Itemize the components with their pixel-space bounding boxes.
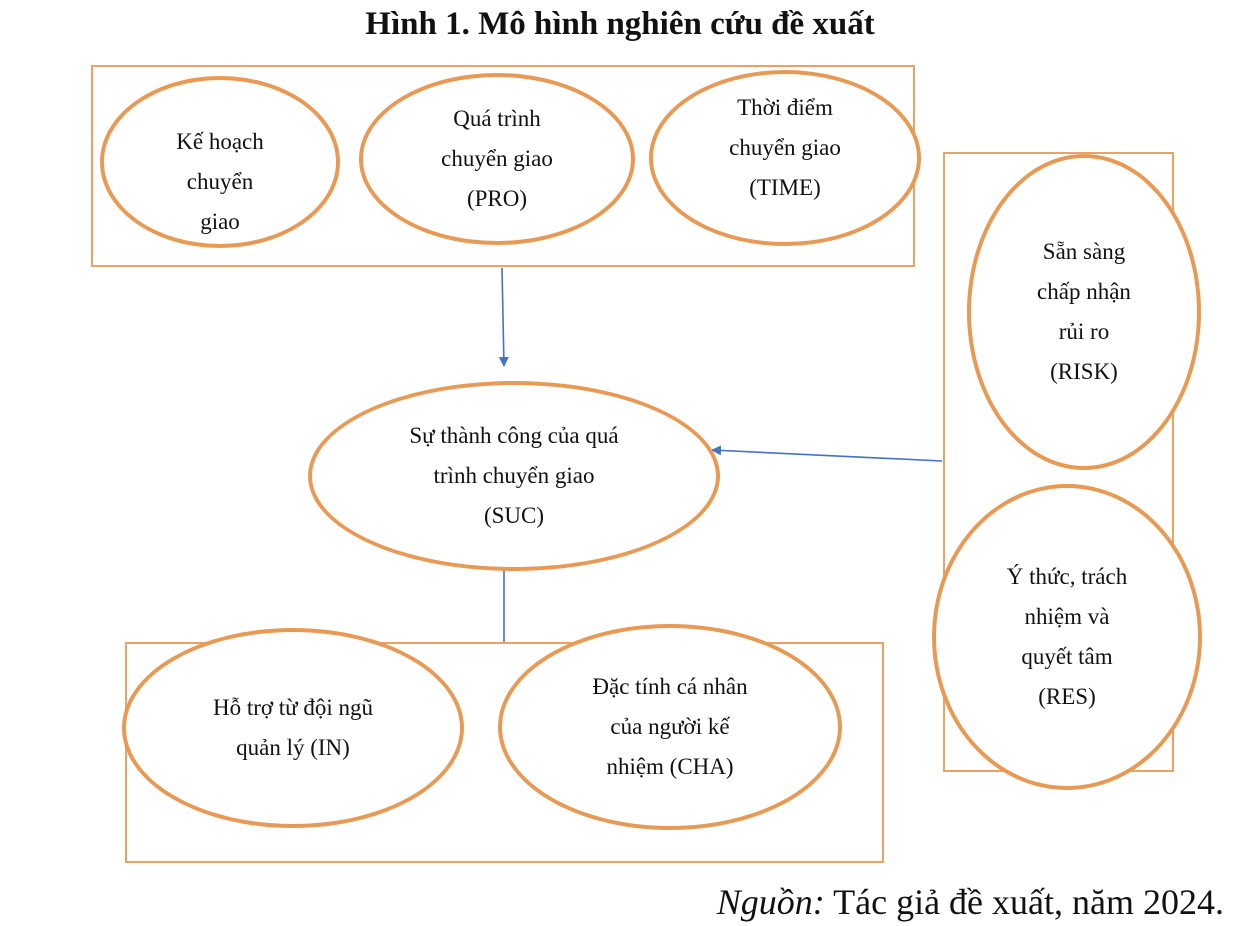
node-cha-line-2: của người kế — [610, 714, 730, 739]
node-cha — [498, 624, 842, 830]
node-cha-line-1: Đặc tính cá nhân — [592, 674, 748, 699]
node-pro — [359, 73, 635, 245]
node-time-line-3: (TIME) — [749, 175, 821, 200]
node-res-line-1: Ý thức, trách — [1006, 564, 1128, 589]
node-res-line-3: quyết tâm — [1021, 644, 1113, 669]
node-risk-line-2: chấp nhận — [1037, 279, 1131, 304]
node-cha-line-3: nhiệm (CHA) — [606, 754, 734, 779]
node-time — [649, 70, 921, 246]
node-plan-line-1: Kế hoạch — [176, 129, 264, 154]
node-risk-line-3: rủi ro — [1058, 319, 1110, 344]
edge-top-to-suc — [502, 268, 504, 366]
node-res-line-2: nhiệm và — [1024, 604, 1110, 629]
node-pro-line-3: (PRO) — [466, 186, 528, 211]
node-plan-line-3: giao — [200, 209, 240, 234]
node-in-line-2: quản lý (IN) — [236, 735, 350, 760]
node-in — [122, 628, 464, 828]
node-pro-line-1: Quá trình — [453, 106, 541, 131]
node-risk-line-4: (RISK) — [1050, 359, 1118, 384]
node-suc-line-3: (SUC) — [483, 503, 545, 528]
node-suc — [308, 381, 720, 571]
node-plan — [100, 76, 340, 248]
node-pro-line-2: chuyển giao — [441, 146, 553, 171]
node-in-line-1: Hỗ trợ từ đội ngũ — [212, 695, 374, 720]
node-time-line-2: chuyển giao — [729, 135, 841, 160]
source-prefix: Nguồn: — [716, 882, 825, 922]
figure-source — [717, 880, 1224, 924]
node-suc-line-2: trình chuyển giao — [433, 463, 595, 488]
node-res-line-4: (RES) — [1038, 684, 1096, 709]
figure-title: Hình 1. Mô hình nghiên cứu đề xuất — [365, 6, 875, 42]
node-time-line-1: Thời điểm — [737, 95, 833, 120]
source-text: Tác giả đề xuất, năm 2024. — [824, 882, 1224, 922]
edge-right-to-suc — [712, 450, 942, 461]
node-risk-line-1: Sẵn sàng — [1042, 239, 1126, 264]
node-plan-line-2: chuyển — [186, 169, 254, 194]
node-res — [932, 484, 1202, 790]
node-suc-line-1: Sự thành công của quá — [409, 423, 619, 448]
node-risk — [967, 154, 1201, 470]
